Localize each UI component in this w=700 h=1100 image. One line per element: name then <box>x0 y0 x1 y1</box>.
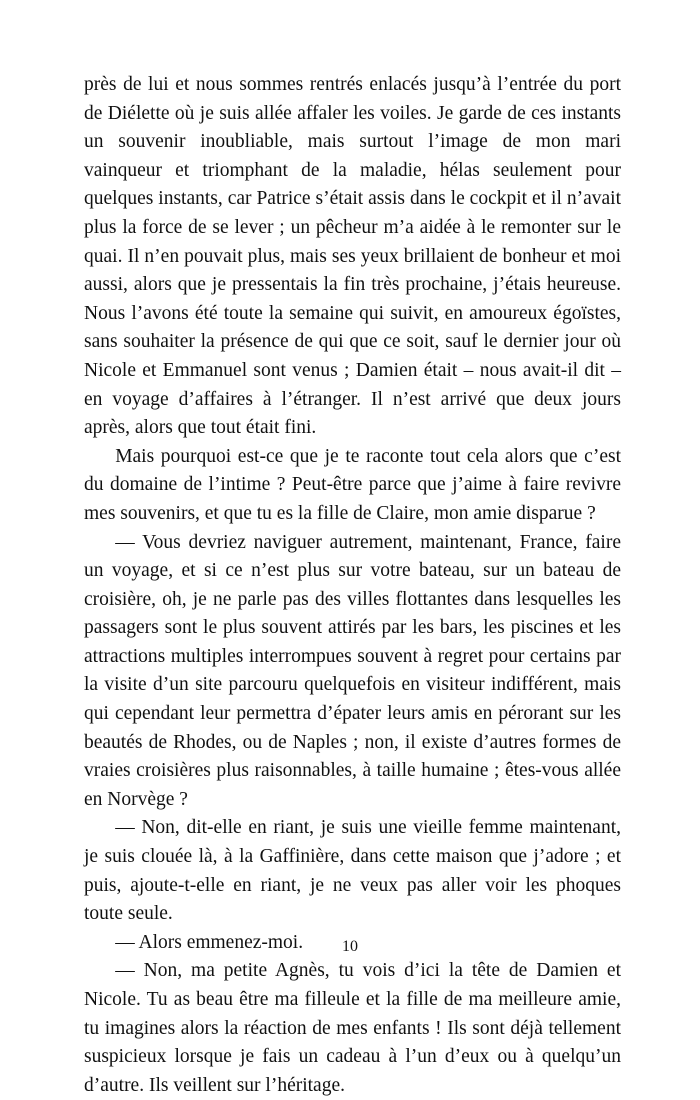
page-number: 10 <box>342 938 358 955</box>
paragraph-6: — Non, ma petite Agnès, tu vois d’ici la tête de Damien et Nicole. Tu as beau être ma filleule et la fille de ma meilleure amie, tu imagines alors la réaction de mes enfants ! Ils sont déjà tellement suspicieux lorsque je fais un cadeau à l’un d’eux ou à quelqu’un d’autre. Ils veillent sur l’héritage. <box>84 960 621 1096</box>
paragraph-5: — Alors emmenez-moi. <box>115 931 304 953</box>
paragraph-4: — Non, dit-elle en riant, je suis une vieille femme maintenant, je suis clouée là, à la Gaffinière, dans cette maison que j’adore ; et puis, ajoute-t-elle en riant, je ne veux pas aller voir les phoques toute seule. <box>84 817 621 925</box>
paragraph-1: près de lui et nous sommes rentrés enlacés jusqu’à l’entrée du port de Diélette où je suis allée affaler les voiles. Je garde de ces instants un souvenir inoubliable, mais surtout l’image de mon mari vainqueur et triomphant de la maladie, hélas seulement pour quelques instants, car Patrice s’était assis dans le cockpit et il n’avait plus la force de se lever ; un pêcheur m’a aidée à le remonter sur le quai. Il n’en pouvait plus, mais ses yeux brillaient de bonheur et moi aussi, alors que je pressentais la fin très prochaine, j’étais heureuse. Nous l’avons été toute la semaine qui suivit, en amoureux égoïstes, sans souhaiter la présence de qui que ce soit, sauf le dernier jour où Nicole et Emmanuel sont venus ; Damien était – nous avait-il dit – en voyage d’affaires à l’étranger. Il n’est arrivé que deux jours après, alors que tout était fini. <box>84 74 621 439</box>
paragraph-3: — Vous devriez naviguer autrement, maintenant, France, faire un voyage, et si ce n’est plus sur votre bateau, sur un bateau de croisière, oh, je ne parle pas des villes flottantes dans lesquelles les passagers sont le plus souvent attirés par les bars, les piscines et les attractions multiples interrompues souvent à regret pour certains par la visite d’un site parcouru quelquefois en visiteur indifférent, mais qui cependant leur permettra d’épater leurs amis en pérorant sur les beautés de Rhodes, ou de Naples ; non, il existe d’autres formes de vraies croisières plus raisonnables, à taille humaine ; êtes-vous allée en Norvège ? <box>84 531 621 810</box>
paragraph-2: Mais pourquoi est-ce que je te raconte tout cela alors que c’est du domaine de l’intime ? Peut-être parce que j’aime à faire revivre mes souvenirs, et que tu es la fille de Claire, mon amie disparue ? <box>84 445 621 524</box>
